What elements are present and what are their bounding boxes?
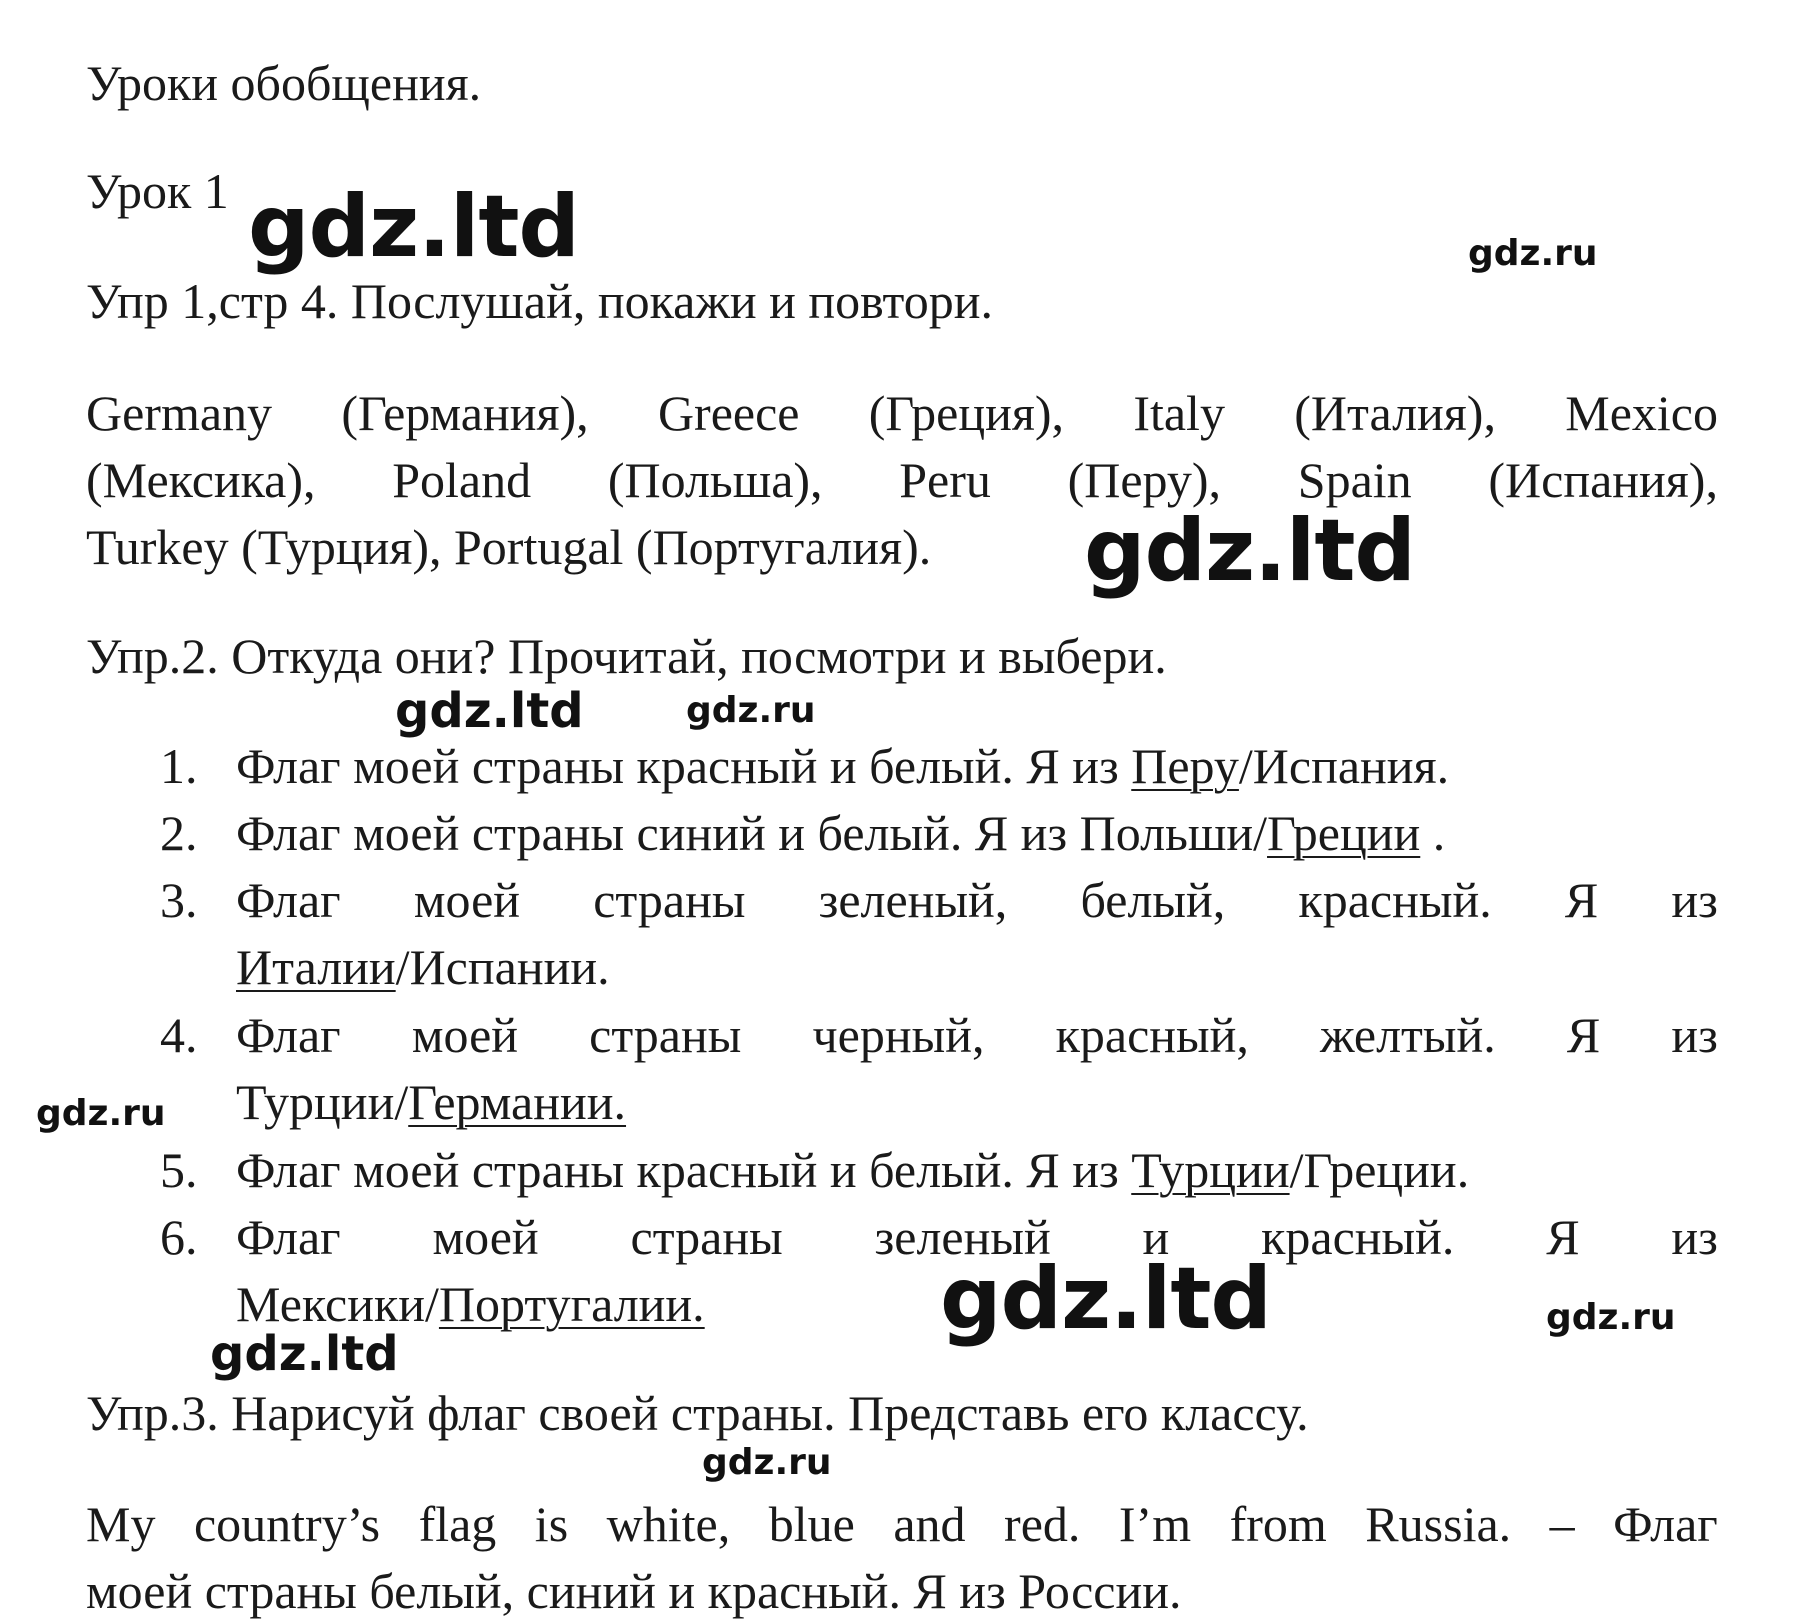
word: flag bbox=[418, 1496, 497, 1552]
list-item-line-2 bbox=[236, 1074, 627, 1130]
watermark-gdz-ru: gdz.ru bbox=[1468, 233, 1598, 274]
word: Я bbox=[1566, 1007, 1601, 1063]
answer-underlined: Италии bbox=[236, 939, 396, 995]
watermark-gdz-ltd: gdz.ltd bbox=[210, 1326, 399, 1382]
ex2-heading: Упр.2. Откуда они? Прочитай, посмотри и выбери. bbox=[86, 628, 1167, 684]
answer-underlined: Турции bbox=[1131, 1142, 1290, 1198]
word: (Мексика), bbox=[86, 452, 316, 508]
answer-underlined: Греции bbox=[1267, 805, 1421, 861]
word: white, bbox=[606, 1496, 731, 1552]
word: Я bbox=[1564, 872, 1599, 928]
word: из bbox=[1671, 872, 1718, 928]
word: (Греция), bbox=[868, 385, 1065, 441]
ex3-line-2: моей страны белый, синий и красный. Я из России. bbox=[86, 1563, 1182, 1619]
word: черный, bbox=[812, 1007, 985, 1063]
word: Germany bbox=[86, 385, 273, 441]
word: – bbox=[1549, 1496, 1575, 1552]
list-number: 5. bbox=[160, 1142, 198, 1198]
word: красный. bbox=[1298, 872, 1492, 928]
list-item-line-1 bbox=[236, 1007, 1718, 1063]
list-item bbox=[236, 1142, 1470, 1198]
ex1-line-3: Turkey (Турция), Portugal (Португалия). bbox=[86, 519, 932, 575]
item-text: /Испании. bbox=[395, 939, 610, 995]
watermark-gdz-ltd: gdz.ltd bbox=[940, 1249, 1271, 1349]
watermark-gdz-ru: gdz.ru bbox=[702, 1442, 832, 1483]
item-text: Флаг моей страны красный и белый. Я из bbox=[236, 1142, 1132, 1198]
ex1-heading: Упр 1,стр 4. Послушай, покажи и повтори. bbox=[86, 273, 993, 329]
word: моей bbox=[432, 1209, 539, 1265]
word: Флаг bbox=[236, 1007, 341, 1063]
section-title: Уроки обобщения. bbox=[86, 55, 482, 111]
word: из bbox=[1671, 1209, 1718, 1265]
word: красный, bbox=[1055, 1007, 1249, 1063]
word: I’m bbox=[1118, 1496, 1192, 1552]
answer-underlined: Перу bbox=[1131, 738, 1239, 794]
word: Greece bbox=[657, 385, 800, 441]
item-text: . bbox=[1420, 805, 1446, 861]
word: and bbox=[893, 1496, 966, 1552]
watermark-gdz-ru: gdz.ru bbox=[36, 1093, 166, 1134]
watermark-gdz-ru: gdz.ru bbox=[686, 690, 816, 731]
watermark-gdz-ru: gdz.ru bbox=[1546, 1297, 1676, 1338]
word: (Германия), bbox=[341, 385, 589, 441]
word: красный. bbox=[1261, 1209, 1455, 1265]
ex1-line-1 bbox=[86, 385, 1718, 441]
lesson-title: Урок 1 bbox=[86, 163, 229, 219]
list-item-line-1 bbox=[236, 872, 1718, 928]
watermark-gdz-ltd: gdz.ltd bbox=[1084, 501, 1415, 601]
answer-underlined: Германии. bbox=[408, 1074, 627, 1130]
word: (Испания), bbox=[1488, 452, 1718, 508]
word: белый, bbox=[1080, 872, 1226, 928]
item-text: /Испания. bbox=[1238, 738, 1450, 794]
word: страны bbox=[589, 1007, 742, 1063]
list-number: 2. bbox=[160, 805, 198, 861]
word: зеленый, bbox=[818, 872, 1008, 928]
watermark-gdz-ltd: gdz.ltd bbox=[395, 683, 584, 739]
word: Флаг bbox=[236, 1209, 341, 1265]
word: страны bbox=[630, 1209, 783, 1265]
word: is bbox=[534, 1496, 569, 1552]
list-number: 1. bbox=[160, 738, 198, 794]
word: Russia. bbox=[1365, 1496, 1512, 1552]
word: из bbox=[1671, 1007, 1718, 1063]
word: Spain bbox=[1297, 452, 1412, 508]
word: и bbox=[1142, 1209, 1170, 1265]
list-item-line-2 bbox=[236, 939, 610, 995]
word: Флаг bbox=[1613, 1496, 1718, 1552]
list-number: 4. bbox=[160, 1007, 198, 1063]
word: Poland bbox=[392, 452, 532, 508]
word: Я bbox=[1546, 1209, 1580, 1265]
word: Флаг bbox=[236, 872, 341, 928]
word: Mexico bbox=[1565, 385, 1718, 441]
word: country’s bbox=[193, 1496, 381, 1552]
word: страны bbox=[593, 872, 746, 928]
word: желтый. bbox=[1320, 1007, 1496, 1063]
word: blue bbox=[768, 1496, 855, 1552]
list-item bbox=[236, 805, 1446, 861]
word: My bbox=[86, 1496, 156, 1552]
ex1-line-2 bbox=[86, 452, 1718, 508]
item-text: Мексики/ bbox=[236, 1276, 439, 1332]
word: red. bbox=[1004, 1496, 1081, 1552]
list-number: 6. bbox=[160, 1209, 198, 1265]
item-text: Флаг моей страны синий и белый. Я из Польши/ bbox=[236, 805, 1268, 861]
word: моей bbox=[411, 1007, 519, 1063]
word: (Польша), bbox=[607, 452, 823, 508]
list-item-line-2 bbox=[236, 1276, 705, 1332]
watermark-gdz-ltd: gdz.ltd bbox=[248, 177, 579, 277]
ex3-line-1 bbox=[86, 1496, 1718, 1552]
word: Peru bbox=[899, 452, 991, 508]
word: Italy bbox=[1133, 385, 1225, 441]
list-item bbox=[236, 738, 1450, 794]
list-number: 3. bbox=[160, 872, 198, 928]
item-text: Флаг моей страны красный и белый. Я из bbox=[236, 738, 1132, 794]
item-text: /Греции. bbox=[1289, 1142, 1470, 1198]
answer-underlined: Португалии. bbox=[438, 1276, 705, 1332]
ex3-heading: Упр.3. Нарисуй флаг своей страны. Представь его классу. bbox=[86, 1385, 1309, 1441]
word: зеленый bbox=[874, 1209, 1051, 1265]
word: моей bbox=[413, 872, 521, 928]
word: (Перу), bbox=[1067, 452, 1222, 508]
word: from bbox=[1229, 1496, 1327, 1552]
item-text: Турции/ bbox=[236, 1074, 409, 1130]
word: (Италия), bbox=[1294, 385, 1496, 441]
